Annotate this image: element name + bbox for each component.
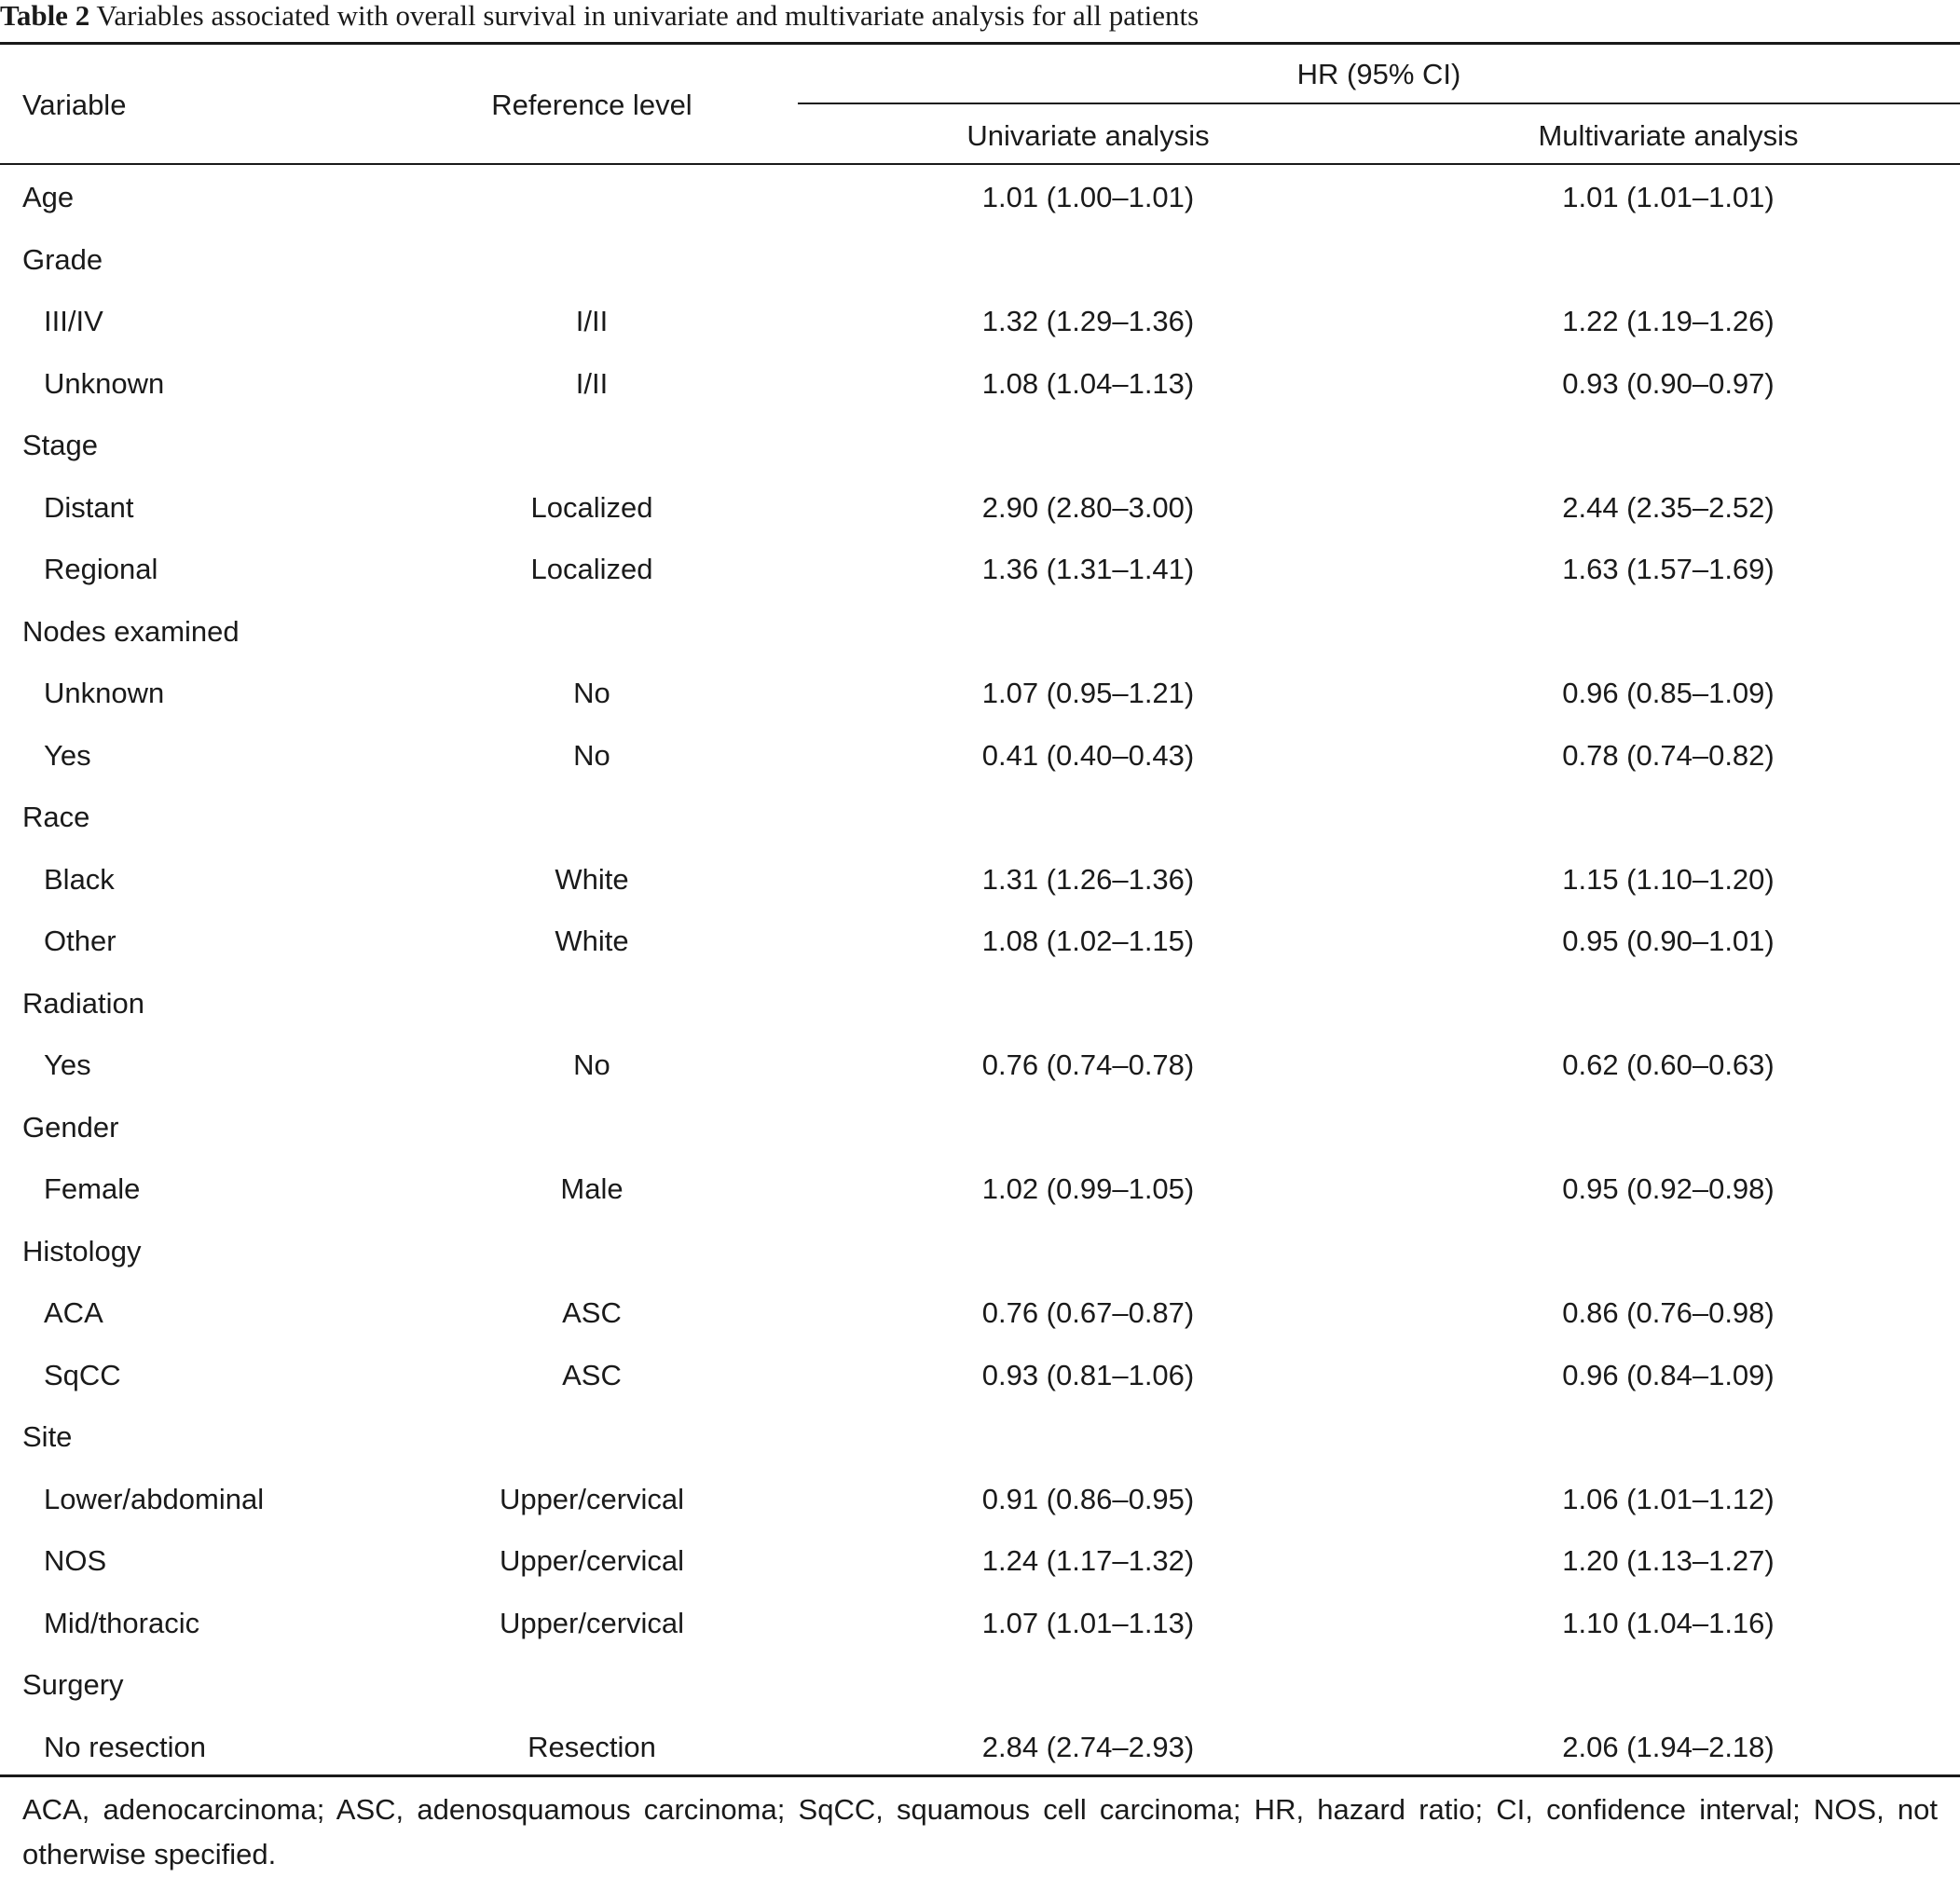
cell-reference-level: ASC bbox=[562, 1358, 622, 1391]
cell-univariate: 1.32 (1.29–1.36) bbox=[981, 305, 1195, 337]
cell-reference-level: No bbox=[573, 677, 610, 709]
cell-univariate: 0.76 (0.74–0.78) bbox=[981, 1048, 1195, 1081]
cell-reference-level: I/II bbox=[575, 305, 609, 337]
cell-multivariate: 1.06 (1.01–1.12) bbox=[1562, 1482, 1775, 1515]
cell-multivariate: 0.96 (0.85–1.09) bbox=[1562, 677, 1775, 709]
table-label: Table 2 bbox=[0, 0, 90, 32]
cell-multivariate: 2.06 (1.94–2.18) bbox=[1562, 1730, 1775, 1763]
table-body bbox=[0, 167, 1960, 1778]
cell-variable: Surgery bbox=[22, 1668, 124, 1701]
cell-univariate: 1.24 (1.17–1.32) bbox=[981, 1544, 1195, 1577]
cell-univariate: 1.02 (0.99–1.05) bbox=[981, 1172, 1195, 1205]
cell-multivariate: 0.95 (0.92–0.98) bbox=[1562, 1172, 1775, 1205]
cell-univariate: 0.91 (0.86–0.95) bbox=[981, 1482, 1195, 1515]
cell-multivariate: 0.62 (0.60–0.63) bbox=[1562, 1048, 1775, 1081]
table-row bbox=[0, 229, 1960, 292]
table-row bbox=[0, 1097, 1960, 1159]
cell-variable: Race bbox=[22, 801, 90, 833]
table-row bbox=[0, 1593, 1960, 1655]
cell-reference-level: No bbox=[573, 1048, 610, 1081]
cell-multivariate: 2.44 (2.35–2.52) bbox=[1562, 490, 1775, 524]
cell-multivariate: 0.93 (0.90–0.97) bbox=[1562, 366, 1775, 400]
top-rule bbox=[0, 42, 1960, 45]
cell-variable: Distant bbox=[44, 490, 134, 524]
cell-variable: Yes bbox=[44, 1048, 91, 1081]
header-variable: Variable bbox=[22, 89, 127, 121]
cell-variable: Grade bbox=[22, 242, 103, 276]
cell-variable: Female bbox=[44, 1172, 141, 1205]
cell-reference-level: Upper/cervical bbox=[499, 1482, 685, 1515]
cell-variable: Other bbox=[44, 925, 117, 957]
cell-variable: III/IV bbox=[44, 305, 103, 337]
cell-multivariate: 1.10 (1.04–1.16) bbox=[1562, 1606, 1775, 1639]
cell-variable: Age bbox=[22, 181, 75, 213]
cell-univariate: 0.76 (0.67–0.87) bbox=[981, 1296, 1195, 1329]
cell-multivariate: 0.95 (0.90–1.01) bbox=[1562, 925, 1775, 957]
table-row bbox=[0, 1654, 1960, 1717]
cell-variable: Unknown bbox=[44, 677, 165, 709]
cell-variable: Unknown bbox=[44, 366, 165, 400]
cell-univariate: 1.08 (1.02–1.15) bbox=[981, 925, 1195, 957]
table-row bbox=[0, 973, 1960, 1035]
cell-variable: Lower/abdominal bbox=[44, 1482, 265, 1515]
cell-variable: ACA bbox=[44, 1296, 103, 1329]
cell-univariate: 0.41 (0.40–0.43) bbox=[981, 738, 1195, 772]
table-row bbox=[0, 849, 1960, 911]
table-row bbox=[0, 1530, 1960, 1593]
cell-univariate: 1.08 (1.04–1.13) bbox=[981, 366, 1195, 400]
header-reference-level: Reference level bbox=[491, 89, 692, 121]
table-row bbox=[0, 1406, 1960, 1469]
cell-reference-level: No bbox=[573, 738, 610, 772]
table-row bbox=[0, 601, 1960, 664]
cell-reference-level: Upper/cervical bbox=[499, 1544, 685, 1577]
table-row bbox=[0, 1469, 1960, 1531]
header-multivariate: Multivariate analysis bbox=[1538, 119, 1799, 152]
cell-reference-level: ASC bbox=[562, 1296, 622, 1329]
cell-variable: Mid/thoracic bbox=[44, 1606, 200, 1639]
cell-univariate: 2.84 (2.74–2.93) bbox=[981, 1730, 1195, 1763]
cell-univariate: 1.07 (0.95–1.21) bbox=[981, 677, 1195, 709]
cell-variable: Nodes examined bbox=[22, 614, 240, 648]
cell-multivariate: 1.22 (1.19–1.26) bbox=[1562, 305, 1775, 337]
cell-variable: NOS bbox=[44, 1544, 107, 1577]
table-row bbox=[0, 1345, 1960, 1407]
cell-multivariate: 1.15 (1.10–1.20) bbox=[1562, 862, 1775, 896]
header-rule bbox=[0, 163, 1960, 165]
table-row bbox=[0, 477, 1960, 540]
header-univariate: Univariate analysis bbox=[966, 119, 1210, 152]
header-hr-group: HR (95% CI) bbox=[1296, 58, 1461, 90]
cell-univariate: 2.90 (2.80–3.00) bbox=[981, 490, 1195, 524]
cell-univariate: 1.31 (1.26–1.36) bbox=[981, 862, 1195, 896]
table-row bbox=[0, 1221, 1960, 1283]
table-row bbox=[0, 291, 1960, 353]
cell-variable: SqCC bbox=[44, 1358, 121, 1391]
table-row bbox=[0, 1034, 1960, 1097]
table-row bbox=[0, 167, 1960, 229]
table-row bbox=[0, 911, 1960, 973]
cell-variable: No resection bbox=[44, 1730, 207, 1763]
cell-univariate: 1.36 (1.31–1.41) bbox=[981, 553, 1195, 585]
cell-multivariate: 0.86 (0.76–0.98) bbox=[1562, 1296, 1775, 1329]
cell-reference-level: Localized bbox=[530, 490, 653, 524]
table-row bbox=[0, 787, 1960, 849]
hr-group-rule bbox=[798, 103, 1960, 104]
cell-variable: Site bbox=[22, 1420, 73, 1453]
cell-multivariate: 1.01 (1.01–1.01) bbox=[1562, 181, 1775, 213]
cell-reference-level: Resection bbox=[528, 1730, 656, 1763]
table-row bbox=[0, 353, 1960, 416]
cell-multivariate: 0.96 (0.84–1.09) bbox=[1562, 1358, 1775, 1391]
cell-multivariate: 1.63 (1.57–1.69) bbox=[1562, 553, 1775, 585]
cell-reference-level: Upper/cervical bbox=[499, 1606, 685, 1639]
cell-multivariate: 0.78 (0.74–0.82) bbox=[1562, 738, 1775, 772]
cell-variable: Histology bbox=[22, 1234, 142, 1267]
cell-univariate: 1.01 (1.00–1.01) bbox=[981, 181, 1195, 213]
table-caption bbox=[0, 0, 1960, 37]
table-row bbox=[0, 663, 1960, 725]
bottom-rule bbox=[0, 1774, 1960, 1777]
table-title: Variables associated with overall survival in univariate and multivariate analysis for all patients bbox=[96, 0, 1199, 32]
cell-reference-level: Localized bbox=[530, 553, 653, 585]
table-footnote: ACA, adenocarcinoma; ASC, adenosquamous carcinoma; SqCC, squamous cell carcinoma; HR, hazard ratio; CI, confidence interval; NOS, not otherwise specified. bbox=[22, 1793, 1938, 1870]
cell-reference-level: Male bbox=[560, 1172, 624, 1205]
cell-variable: Radiation bbox=[22, 986, 144, 1020]
cell-reference-level: White bbox=[555, 862, 629, 896]
cell-univariate: 1.07 (1.01–1.13) bbox=[981, 1606, 1195, 1639]
cell-variable: Yes bbox=[44, 738, 91, 772]
table-row bbox=[0, 539, 1960, 601]
cell-variable: Gender bbox=[22, 1110, 119, 1144]
cell-variable: Black bbox=[44, 862, 115, 896]
table-row bbox=[0, 1717, 1960, 1779]
cell-variable: Regional bbox=[44, 553, 158, 585]
cell-reference-level: I/II bbox=[575, 366, 609, 400]
cell-variable: Stage bbox=[22, 429, 99, 461]
table-row bbox=[0, 1158, 1960, 1221]
cell-reference-level: White bbox=[555, 925, 629, 957]
cell-multivariate: 1.20 (1.13–1.27) bbox=[1562, 1544, 1775, 1577]
table-row bbox=[0, 415, 1960, 477]
cell-univariate: 0.93 (0.81–1.06) bbox=[981, 1358, 1195, 1391]
table-row bbox=[0, 725, 1960, 788]
table-row bbox=[0, 1282, 1960, 1345]
